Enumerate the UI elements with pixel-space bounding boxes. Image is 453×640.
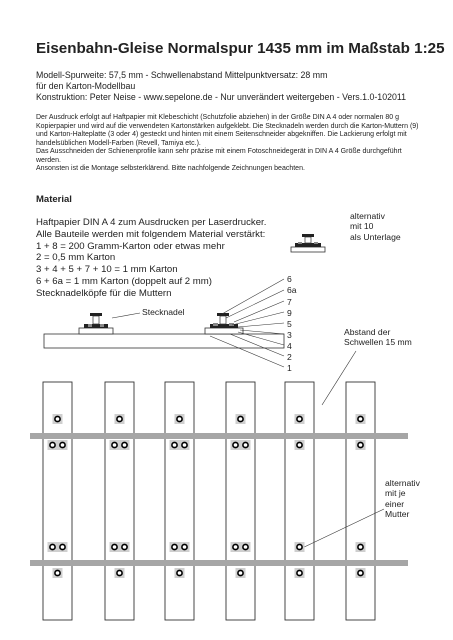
material-line: Alle Bauteile werden mit folgendem Material verstärkt: (36, 228, 266, 240)
material-line: 6 + 6a = 1 mm Karton (doppelt auf 2 mm) (36, 275, 212, 287)
meta-line-author: Konstruktion: Peter Neise - www.sepelone.de - Nur unverändert weitergeben - Vers.1.0-102011 (36, 92, 406, 102)
part-number-3: 3 (287, 330, 292, 340)
meta-line-purpose: für den Karton-Modellbau (36, 81, 136, 91)
rail-top (30, 433, 408, 439)
part-number-2: 2 (287, 352, 292, 362)
label-line: mit je (385, 488, 406, 499)
intro-paragraph: Der Ausdruck erfolgt auf Haftpapier mit Klebeschicht (Schutzfolie abziehen) in der Größe DIN A 4 oder normalen 80 g Kopierpapier und wird auf die verwendeten Kartonstärken aufgeklebt. Die Stecknadeln werden durch die Karton-Muttern (9) und Karton-Halteplatte (3 oder 4) gesteckt und hinten mit einem Seitenschneider abgekniffen. Die Lackierung erfolgt mit handelsüblichen Modell-Farben (Revell, Tamiya etc.). (36, 114, 419, 147)
rail-clamp-alternative (291, 234, 325, 252)
intro-paragraph: Ansonsten ist die Montage selbsterklärend. Bitte nachfolgende Zeichnungen beachten. (36, 165, 305, 172)
material-line: Haftpapier DIN A 4 zum Ausdrucken per Laserdrucker. (36, 217, 267, 228)
label-line: alternativ (350, 211, 385, 221)
part-number-4: 4 (287, 341, 292, 351)
sleepers (43, 382, 375, 620)
label-stecknadel: Stecknadel (142, 307, 185, 317)
label-line: mit 10 (350, 221, 374, 232)
label-line: alternativ (385, 478, 420, 488)
material-line: Stecknadelköpfe für die Muttern (36, 287, 172, 299)
part-number-7: 7 (287, 297, 292, 307)
label-line: als Unterlage (350, 231, 401, 242)
page-title: Eisenbahn-Gleise Normalspur 1435 mm im Maßstab 1:25 (36, 40, 445, 57)
material-line: 1 + 8 = 200 Gramm-Karton oder etwas mehr (36, 240, 225, 252)
part-number-6: 6 (287, 274, 292, 284)
part-number-5: 5 (287, 319, 292, 329)
part-number-1: 1 (287, 363, 292, 373)
material-line: 3 + 4 + 5 + 7 + 10 = 1 mm Karton (36, 264, 178, 276)
intro-paragraph: Das Ausschneiden der Schienenprofile kann sehr präzise mit einem Fotoschneidegerät in DIN A 4 Größe durchgeführt werden. (36, 148, 402, 164)
rail-clamp-left (79, 313, 113, 334)
label-line: Abstand der (344, 327, 391, 337)
label-line: Schwellen 15 mm (344, 337, 412, 348)
section-heading-material: Material (36, 194, 72, 205)
sleeper-side-view (44, 334, 284, 348)
label-line: einer (385, 498, 405, 509)
label-line: Mutter (385, 509, 410, 520)
part-number-9: 9 (287, 308, 292, 318)
material-line: 2 = 0,5 mm Karton (36, 252, 116, 264)
leader-line (112, 313, 140, 318)
part-number-6a: 6a (287, 285, 297, 295)
meta-line-scale: Modell-Spurweite: 57,5 mm - Schwellenabstand Mittelpunktversatz: 28 mm (36, 70, 328, 80)
rail-bottom (30, 560, 408, 566)
